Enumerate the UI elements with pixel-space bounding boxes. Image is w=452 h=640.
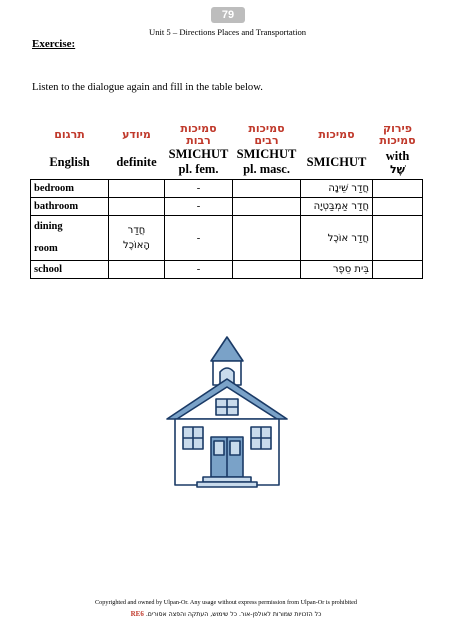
door-step [197, 482, 257, 487]
cell-definite-line1: חֲדַר [127, 225, 146, 236]
instructions-text: Listen to the dialogue again and fill in the table below. [32, 82, 263, 93]
unit-title: Unit 5 – Directions Places and Transportation [149, 27, 307, 37]
header-with-label: with [385, 148, 410, 163]
cell-english-line2: room [34, 243, 58, 254]
header-with-shel-hebrew: פירוק סמיכות [379, 122, 416, 147]
cell-with[interactable] [373, 198, 423, 216]
cell-plural-fem: - [165, 198, 233, 216]
cell-definite[interactable] [109, 261, 165, 279]
header-with [373, 147, 423, 180]
header-definite-hebrew: מיודע [122, 128, 151, 141]
table-row [31, 261, 423, 279]
cell-definite [109, 216, 165, 261]
copyright-notice: Copyrighted and owned by Ulpan-Or. Any usage without express permission from Ulpan-Or is prohibited [95, 599, 357, 606]
cell-definite-line2: הָאוֹכֶל [123, 240, 150, 251]
cell-smichut: חֲדַר אוֹכֶל [301, 216, 373, 261]
cell-with[interactable] [373, 180, 423, 198]
cell-plural-masc[interactable] [233, 261, 301, 279]
cell-plural-fem: - [165, 180, 233, 198]
header-row-english [31, 147, 423, 180]
page-code: RE6 [130, 610, 144, 618]
fill-in-table [30, 121, 422, 279]
cell-definite[interactable] [109, 180, 165, 198]
page-number: 79 [211, 7, 245, 23]
header-smichut-plural-masc-hebrew: סמיכות רבים [248, 122, 285, 147]
cell-plural-masc[interactable] [233, 216, 301, 261]
cell-english [31, 216, 109, 261]
header-english: English [49, 154, 90, 169]
cell-smichut: חֲדַר אַמְבַּטְיָה [301, 198, 373, 216]
header-smichut-plural-fem: SMICHUT pl. fem. [168, 147, 229, 176]
hebrew-notice-text: כל הזכויות שמורות לאולפן-אור. כל שימוש, העתקה והפצה אסורים. [145, 611, 322, 618]
hebrew-rights-notice [0, 610, 452, 618]
bell-tower-roof [211, 337, 243, 361]
cell-plural-fem: - [165, 261, 233, 279]
table-row [31, 216, 423, 261]
header-translation-hebrew: תרגום [54, 128, 85, 141]
cell-definite[interactable] [109, 198, 165, 216]
cell-plural-masc[interactable] [233, 180, 301, 198]
cell-english: bedroom [31, 180, 109, 198]
header-definite: definite [116, 154, 157, 169]
header-smichut-plural-fem-hebrew: סמיכות רבות [180, 122, 217, 147]
header-row-hebrew [31, 121, 423, 147]
cell-english: school [31, 261, 109, 279]
exercise-heading: Exercise: [32, 38, 76, 50]
header-smichut-hebrew: סמיכות [318, 128, 355, 141]
table-row [31, 198, 423, 216]
cell-with[interactable] [373, 261, 423, 279]
cell-english: bathroom [31, 198, 109, 216]
cell-smichut: בֵּית סֵפֶר [301, 261, 373, 279]
cell-smichut: חֲדַר שֵׁינָה [301, 180, 373, 198]
cell-with[interactable] [373, 216, 423, 261]
schoolhouse-drawing [167, 337, 287, 487]
table-row [31, 180, 423, 198]
header-smichut: SMICHUT [306, 154, 367, 169]
cell-plural-masc[interactable] [233, 198, 301, 216]
cell-english-line1: dining [34, 221, 63, 232]
cell-plural-fem: - [165, 216, 233, 261]
schoolhouse-illustration [159, 327, 295, 495]
header-with-shel: שֶׁל [390, 162, 405, 176]
header-smichut-plural-masc: SMICHUT pl. masc. [236, 147, 297, 176]
